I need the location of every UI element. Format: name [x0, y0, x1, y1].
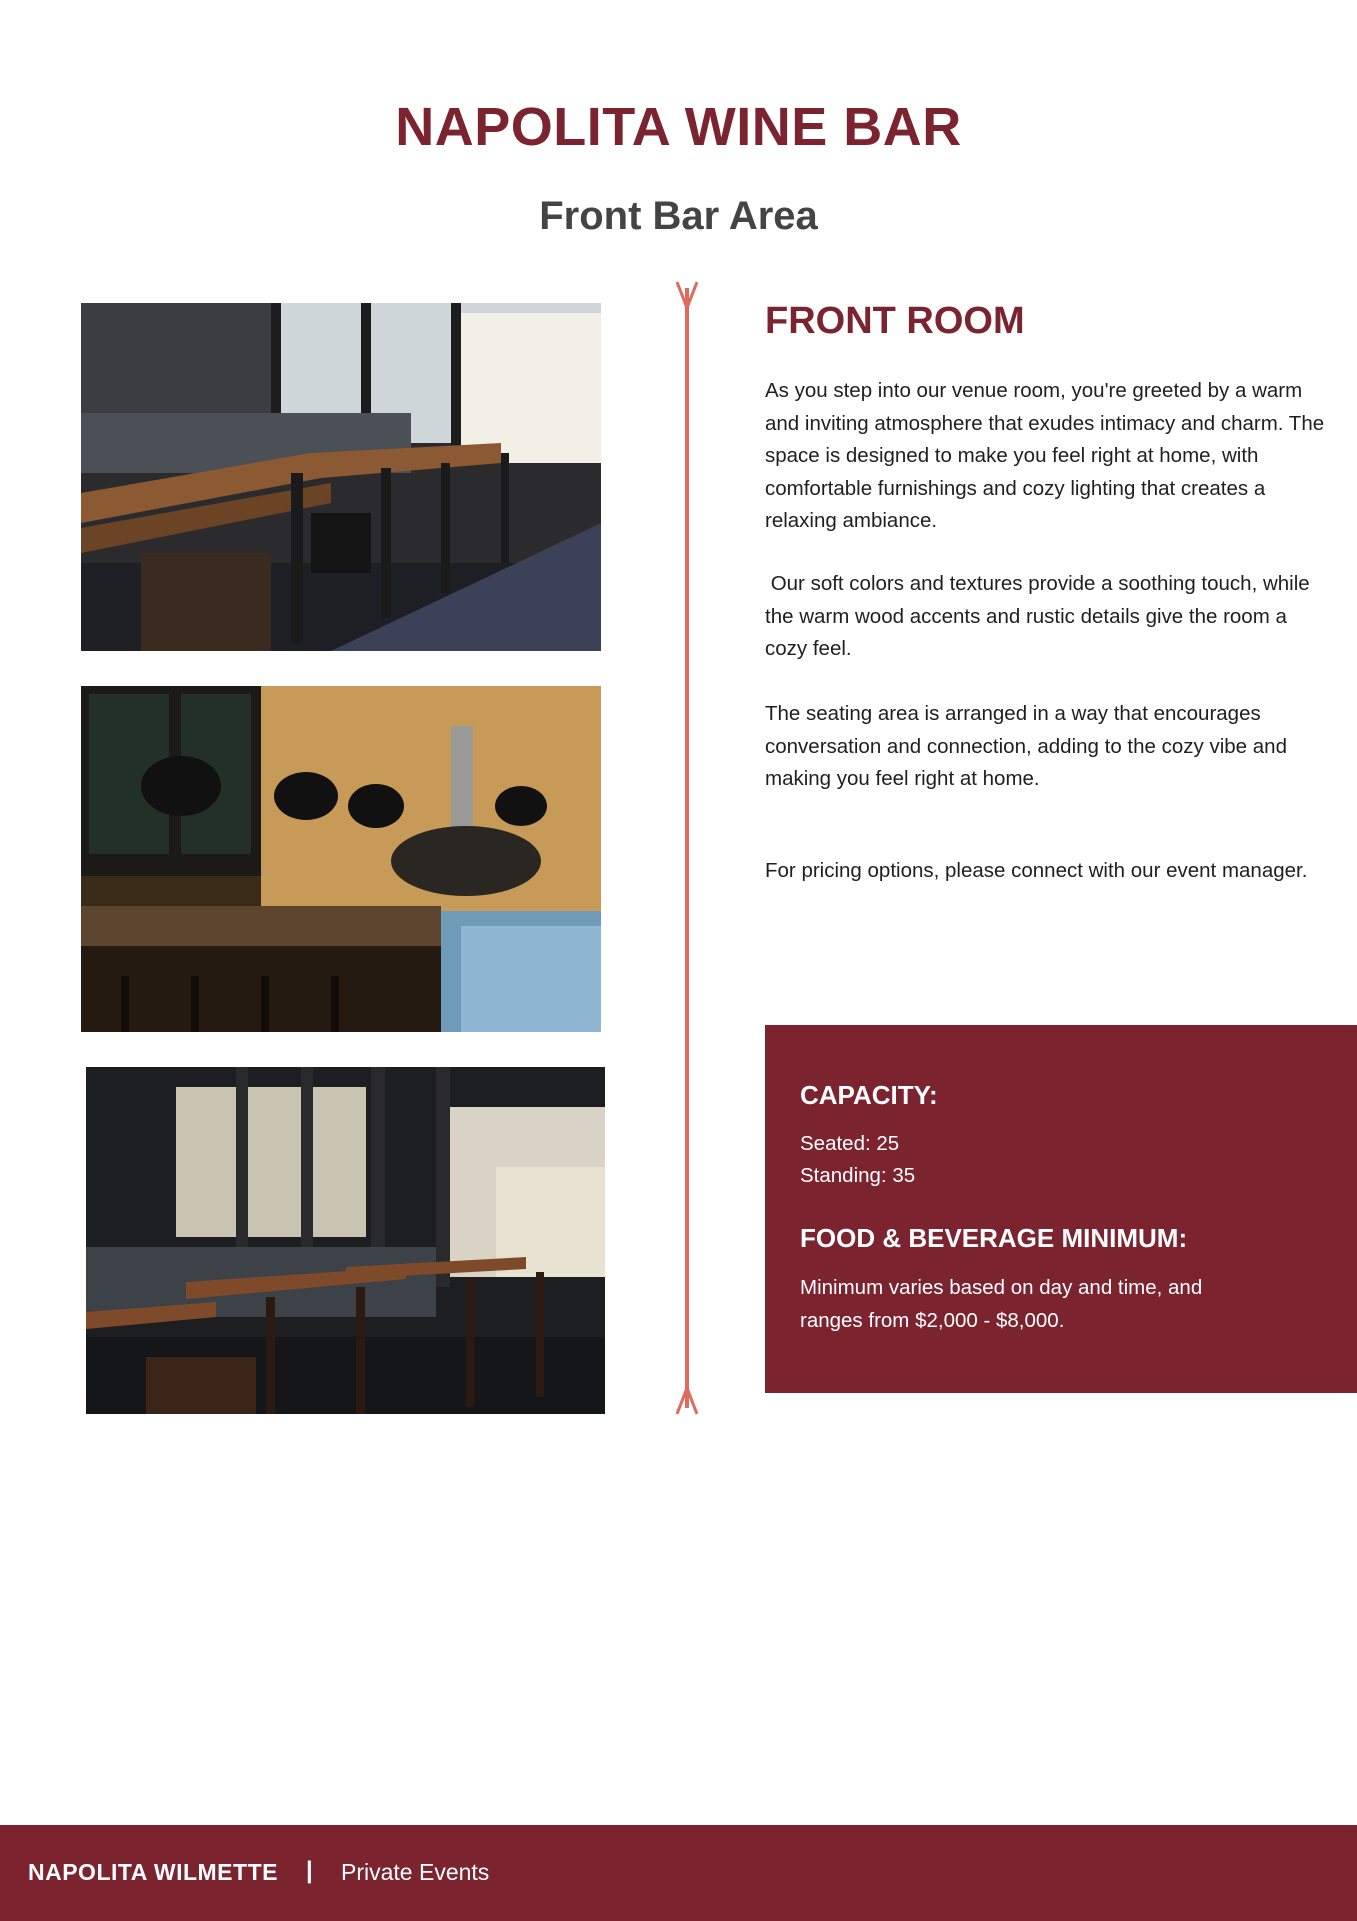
- description-paragraph-1: As you step into our venue room, you're greeted by a warm and inviting atmosphere that exudes intimacy and charm. The space is designed to make you feel right at home, with comfortable furnishings and cozy lighting that creates a relaxing ambiance.: [765, 379, 1325, 532]
- page-title: NAPOLITA WINE BAR: [395, 97, 962, 157]
- capacity-info-box: [765, 1025, 1357, 1393]
- section-heading: FRONT ROOM: [765, 300, 1025, 342]
- vertical-divider: [672, 280, 702, 1416]
- footer-separator: |: [306, 1857, 313, 1884]
- standing-capacity: Standing: 35: [800, 1164, 916, 1187]
- fb-minimum-heading: FOOD & BEVERAGE MINIMUM:: [800, 1223, 1188, 1253]
- bar-counter-photo: [81, 686, 601, 1032]
- window-seating-photo: [86, 1067, 605, 1414]
- dining-room-photo: [81, 303, 601, 651]
- pricing-paragraph: For pricing options, please connect with our event manager.: [765, 859, 1308, 882]
- description-paragraph-3: The seating area is arranged in a way that encourages conversation and connection, adding to the cozy vibe and making you feel right at home.: [765, 702, 1287, 790]
- footer-brand: NAPOLITA WILMETTE: [28, 1859, 278, 1885]
- description-paragraph-2: Our soft colors and textures provide a soothing touch, while the warm wood accents and rustic details give the room a cozy feel.: [765, 572, 1316, 660]
- fb-minimum-text: Minimum varies based on day and time, and ranges from $2,000 - $8,000.: [800, 1276, 1203, 1332]
- footer-bar: [0, 1825, 1357, 1921]
- capacity-heading: CAPACITY:: [800, 1080, 938, 1110]
- seated-capacity: Seated: 25: [800, 1132, 900, 1155]
- page-subtitle: Front Bar Area: [539, 194, 818, 238]
- footer-label: Private Events: [341, 1859, 490, 1885]
